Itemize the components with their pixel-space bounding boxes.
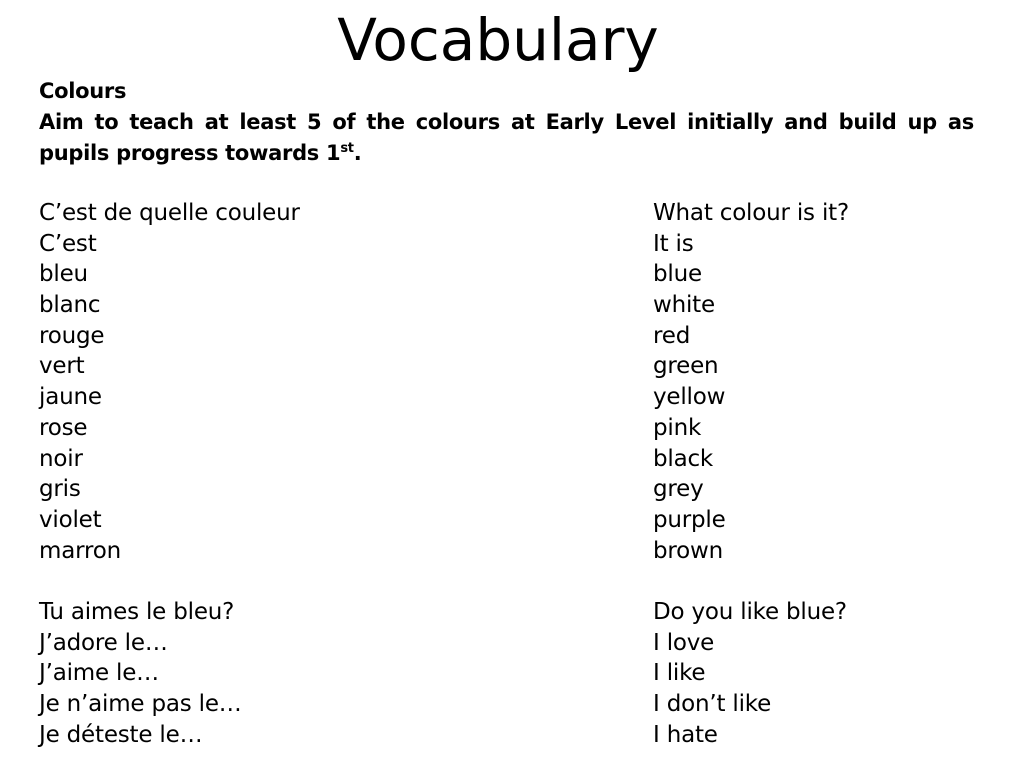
french-term: gris — [39, 476, 81, 503]
french-term: rouge — [39, 322, 105, 349]
english-term: I hate — [653, 721, 718, 748]
vocabulary-list — [39, 198, 974, 750]
french-term: bleu — [39, 261, 88, 288]
vocab-row — [39, 382, 974, 413]
french-term: violet — [39, 506, 102, 533]
english-term: green — [653, 353, 719, 380]
vocab-row — [39, 290, 974, 321]
intro-text-sup: st — [340, 141, 354, 156]
vocab-row — [39, 658, 974, 689]
english-term: red — [653, 322, 691, 349]
french-term: Je déteste le… — [39, 721, 203, 748]
english-term: It is — [653, 230, 694, 257]
french-term: noir — [39, 445, 83, 472]
french-term: Tu aimes le bleu? — [39, 598, 235, 625]
french-term: blanc — [39, 292, 101, 319]
english-term: What colour is it? — [653, 200, 849, 226]
section-gap — [39, 566, 974, 597]
vocab-row — [39, 259, 974, 290]
french-term: J’adore le… — [39, 629, 168, 656]
english-term: grey — [653, 476, 704, 503]
vocab-row — [39, 689, 974, 720]
vocab-row — [39, 505, 974, 536]
vocab-row — [39, 351, 974, 382]
french-term: C’est de quelle couleur — [39, 200, 300, 226]
french-term: J’aime le… — [39, 660, 159, 687]
intro-text-end: . — [353, 141, 362, 165]
vocab-row — [39, 597, 974, 628]
page-title: Vocabulary — [337, 6, 659, 74]
vocab-row — [39, 413, 974, 444]
english-term: blue — [653, 261, 702, 288]
intro-text — [39, 107, 974, 169]
vocab-row — [39, 628, 974, 659]
section-heading: Colours — [39, 79, 127, 103]
vocab-row — [39, 229, 974, 260]
french-term: jaune — [39, 384, 102, 411]
english-term: white — [653, 292, 715, 319]
vocab-row — [39, 198, 974, 229]
vocab-row — [39, 720, 974, 751]
french-term: marron — [39, 537, 121, 564]
vocab-row — [39, 474, 974, 505]
english-term: yellow — [653, 384, 726, 411]
english-term: purple — [653, 506, 726, 533]
vocab-row — [39, 444, 974, 475]
english-term: I like — [653, 660, 706, 687]
french-term: vert — [39, 353, 85, 380]
english-term: I love — [653, 629, 715, 656]
intro-text-main: Aim to teach at least 5 of the colours at Early Level initially and build up as pupils progress towards 1 — [39, 110, 974, 165]
english-term: black — [653, 445, 714, 472]
vocab-row — [39, 536, 974, 567]
french-term: Je n’aime pas le… — [39, 691, 242, 717]
english-term: brown — [653, 537, 724, 564]
vocab-row — [39, 321, 974, 352]
french-term: rose — [39, 414, 88, 441]
english-term: pink — [653, 414, 702, 441]
english-term: Do you like blue? — [653, 598, 847, 625]
french-term: C’est — [39, 230, 97, 257]
intro-block — [39, 76, 974, 169]
english-term: I don’t like — [653, 691, 772, 717]
